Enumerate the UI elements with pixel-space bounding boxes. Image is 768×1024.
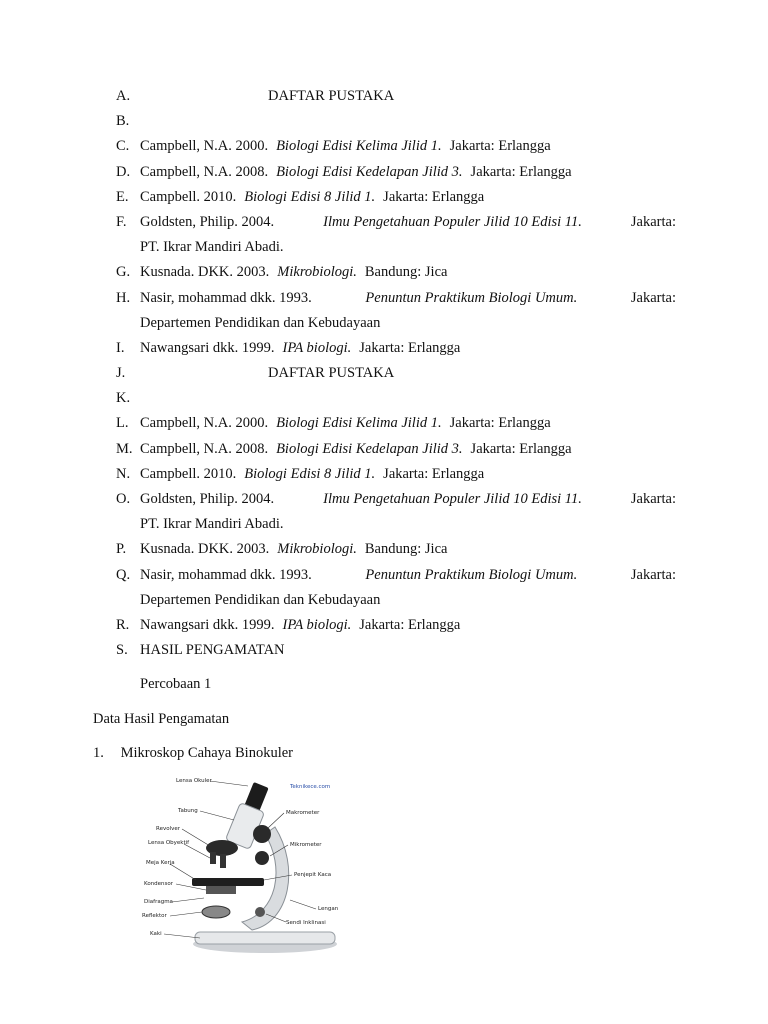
- reference-publisher: Jakarta:: [630, 566, 676, 583]
- fine-knob: [255, 851, 269, 865]
- reference-entry: [116, 464, 676, 489]
- reference-text: [140, 464, 676, 484]
- reference-text: [140, 413, 676, 433]
- reference-text: [140, 615, 676, 635]
- reference-entry: [116, 539, 676, 564]
- percobaan-label: Percobaan 1: [140, 676, 212, 692]
- reference-entry: [116, 489, 676, 514]
- reference-entry: [116, 413, 676, 438]
- numbered-item: [93, 745, 293, 762]
- reference-publisher: Jakarta: Erlangga: [449, 415, 551, 432]
- reference-author: Goldsten, Philip. 2004.: [140, 491, 275, 507]
- microscope-figure: [140, 772, 340, 955]
- label-mikrometer: Mikrometer: [290, 842, 322, 848]
- reference-publisher: Jakarta: Erlangga: [359, 339, 461, 356]
- list-item: [116, 86, 676, 111]
- label-revolver: Revolver: [156, 826, 181, 832]
- reference-entry: [116, 565, 676, 590]
- reference-list: [116, 86, 676, 665]
- reference-publisher: Jakarta: Erlangga: [470, 440, 572, 457]
- reference-publisher: Jakarta:: [630, 491, 676, 507]
- reference-entry: [116, 615, 676, 640]
- list-letter: Q.: [116, 566, 131, 583]
- reference-continuation: [116, 590, 676, 615]
- reference-title: IPA biologi.: [282, 616, 352, 633]
- reference-title: Penuntun Praktikum Biologi Umum.: [365, 289, 578, 306]
- reference-text: [140, 539, 676, 559]
- reference-entry: [116, 187, 676, 212]
- list-item: [116, 111, 676, 136]
- label-sendi: Sendi Inklinasi: [286, 920, 326, 926]
- microscope-foot: [195, 932, 335, 944]
- objective-lens: [220, 854, 226, 868]
- reference-publisher-cont: PT. Ikrar Mandiri Abadi.: [140, 239, 284, 256]
- reference-text: [140, 136, 676, 156]
- reference-entry: [116, 136, 676, 161]
- reference-title: Biologi Edisi Kelima Jilid 1.: [276, 415, 442, 432]
- reference-author: Campbell. 2010.: [140, 188, 237, 205]
- list-letter: M.: [116, 440, 133, 457]
- source-credit: Teknikece.com: [290, 784, 331, 790]
- reference-entry: [116, 262, 676, 287]
- reference-author: Campbell, N.A. 2008.: [140, 440, 269, 457]
- reference-text: [140, 338, 676, 358]
- reference-author: Nasir, mohammad dkk. 1993.: [140, 566, 312, 583]
- reference-title: Biologi Edisi 8 Jilid 1.: [244, 188, 376, 205]
- reference-text: [140, 212, 676, 232]
- section-heading: DAFTAR PUSTAKA: [268, 88, 395, 104]
- diagram-labels: [142, 778, 339, 937]
- list-letter: I.: [116, 339, 125, 356]
- item-label: Mikroskop Cahaya Binokuler: [120, 745, 293, 761]
- section-heading: DAFTAR PUSTAKA: [268, 365, 395, 382]
- list-letter: N.: [116, 465, 131, 482]
- condenser: [206, 886, 236, 894]
- reference-author: Campbell, N.A. 2008.: [140, 163, 269, 180]
- reference-publisher-cont: PT. Ikrar Mandiri Abadi.: [140, 516, 284, 533]
- reference-entry: [116, 212, 676, 237]
- reference-publisher-cont: Departemen Pendidikan dan Kebudayaan: [140, 314, 381, 331]
- label-meja: Meja Kerja: [146, 860, 175, 866]
- reference-text: [140, 565, 676, 585]
- list-letter: E.: [116, 188, 129, 205]
- reference-continuation: [116, 514, 676, 539]
- label-reflektor: Reflektor: [142, 913, 167, 919]
- label-lengan: Lengan: [318, 906, 339, 912]
- reference-publisher: Jakarta: Erlangga: [470, 163, 572, 180]
- item-number: 1.: [93, 745, 104, 761]
- reference-entry: [116, 162, 676, 187]
- list-letter: D.: [116, 163, 131, 180]
- data-hasil-heading: Data Hasil Pengamatan: [93, 711, 230, 727]
- reference-text: [140, 439, 676, 459]
- label-lensa: Lensa Obyektif: [148, 840, 190, 846]
- reference-title: Penuntun Praktikum Biologi Umum.: [365, 566, 578, 583]
- reference-publisher: Bandung: Jica: [364, 264, 448, 281]
- list-letter: P.: [116, 541, 127, 558]
- list-letter: O.: [116, 491, 131, 507]
- list-letter: L.: [116, 415, 129, 432]
- reference-text: [140, 288, 676, 308]
- reference-entry: [116, 338, 676, 363]
- reference-author: Goldsten, Philip. 2004.: [140, 213, 275, 230]
- reference-author: Kusnada. DKK. 2003.: [140, 541, 270, 558]
- label-diafragma: Diafragma: [144, 899, 173, 905]
- reference-publisher: Jakarta: Erlangga: [449, 138, 551, 155]
- list-letter: H.: [116, 289, 131, 306]
- reference-text: [140, 162, 676, 182]
- list-letter: K.: [116, 390, 131, 407]
- reference-publisher: Jakarta: Erlangga: [383, 188, 485, 205]
- reference-continuation: [116, 237, 676, 262]
- reference-entry: [116, 288, 676, 313]
- reference-title: Biologi Edisi Kelima Jilid 1.: [276, 138, 442, 155]
- label-tabung: Tabung: [178, 808, 198, 814]
- inclination-joint: [255, 907, 265, 917]
- label-kaki: Kaki: [150, 931, 162, 937]
- reference-text: [140, 489, 676, 509]
- reference-continuation: [116, 313, 676, 338]
- list-letter: F.: [116, 213, 127, 230]
- section-heading-hasil: HASIL PENGAMATAN: [140, 642, 285, 659]
- reference-text: [140, 262, 676, 282]
- reference-entry: [116, 439, 676, 464]
- reference-title: IPA biologi.: [282, 339, 352, 356]
- reference-text: [140, 187, 676, 207]
- reflector: [202, 906, 230, 918]
- reference-publisher: Jakarta:: [630, 213, 676, 230]
- reference-publisher: Bandung: Jica: [364, 541, 448, 558]
- reference-author: Nawangsari dkk. 1999.: [140, 339, 275, 356]
- stage: [192, 878, 264, 886]
- list-letter: G.: [116, 264, 131, 281]
- reference-author: Campbell, N.A. 2000.: [140, 138, 269, 155]
- reference-author: Kusnada. DKK. 2003.: [140, 264, 270, 281]
- list-letter: C.: [116, 138, 130, 155]
- list-letter: J.: [116, 365, 126, 382]
- reference-author: Nasir, mohammad dkk. 1993.: [140, 289, 312, 306]
- list-letter: R.: [116, 616, 130, 633]
- reference-publisher: Jakarta:: [630, 289, 676, 306]
- reference-title: Biologi Edisi Kedelapan Jilid 3.: [276, 163, 463, 180]
- list-letter: A.: [116, 88, 131, 104]
- reference-title: Mikrobiologi.: [277, 264, 357, 281]
- list-item: [116, 640, 676, 665]
- reference-publisher-cont: Departemen Pendidikan dan Kebudayaan: [140, 591, 381, 608]
- label-lensa-okuler: Lensa Okuler: [176, 778, 212, 784]
- label-kondensor: Kondensor: [144, 881, 174, 887]
- reference-title: Mikrobiologi.: [277, 541, 357, 558]
- list-item: [116, 388, 676, 413]
- list-letter: B.: [116, 113, 130, 130]
- reference-title: Ilmu Pengetahuan Populer Jilid 10 Edisi 11.: [323, 213, 582, 230]
- reference-author: Campbell. 2010.: [140, 465, 237, 482]
- reference-title: Biologi Edisi Kedelapan Jilid 3.: [276, 440, 463, 457]
- microscope-diagram: [140, 772, 340, 955]
- reference-title: Biologi Edisi 8 Jilid 1.: [244, 465, 376, 482]
- label-penjepit: Penjepit Kaca: [294, 872, 332, 878]
- list-letter: S.: [116, 642, 128, 659]
- reference-publisher: Jakarta: Erlangga: [359, 616, 461, 633]
- reference-title: Ilmu Pengetahuan Populer Jilid 10 Edisi 11.: [323, 491, 582, 507]
- reference-author: Campbell, N.A. 2000.: [140, 415, 269, 432]
- reference-publisher: Jakarta: Erlangga: [383, 465, 485, 482]
- reference-author: Nawangsari dkk. 1999.: [140, 616, 275, 633]
- objective-lens: [210, 852, 216, 864]
- list-item: [116, 363, 676, 388]
- label-makrometer: Makrometer: [286, 810, 320, 816]
